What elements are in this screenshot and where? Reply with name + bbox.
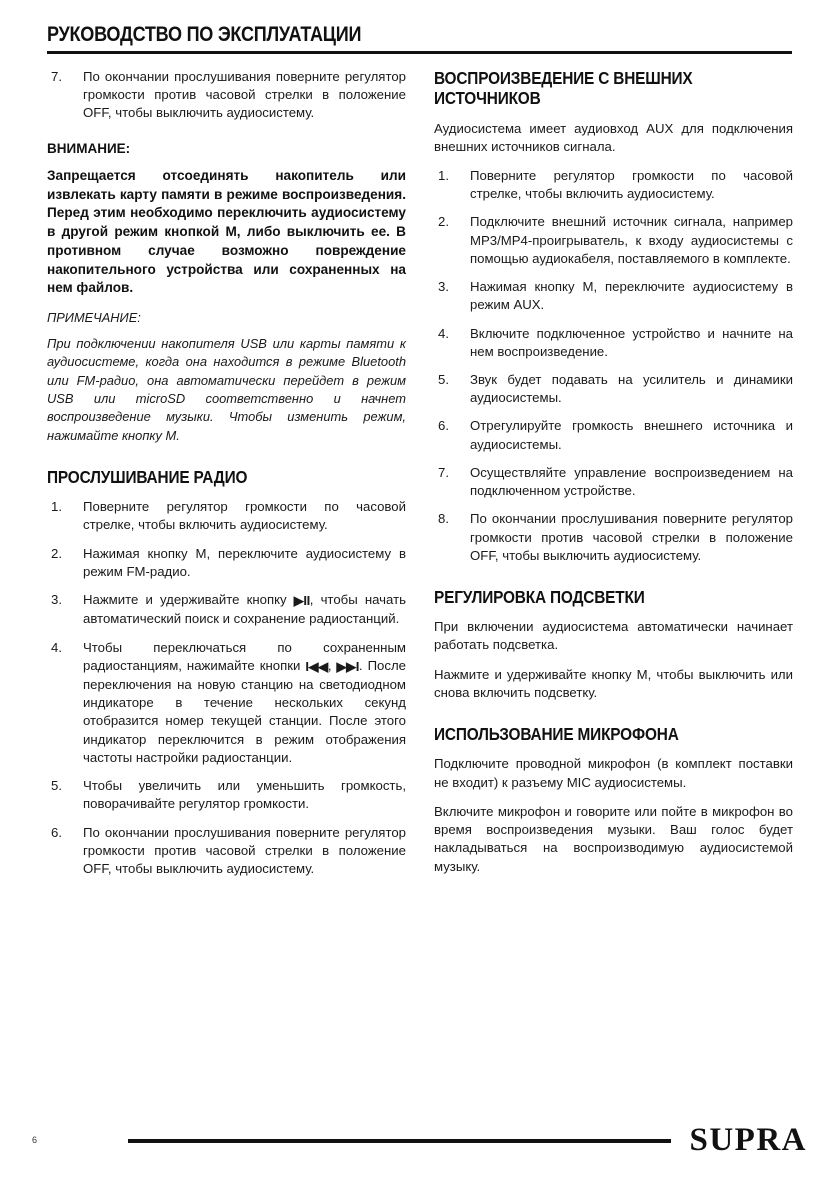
list-item bbox=[47, 639, 406, 768]
list-item-text-cont: . После переключения на новую станцию на светодиодном индикаторе в течение нескольких секунд отобразится номер текущей станции. После этого индикатор переключится в режим отображения частоты настройки радиостанции. bbox=[83, 657, 407, 765]
header-divider bbox=[47, 51, 792, 54]
list-item-text: Отрегулируйте громкость внешнего источника и аудиосистемы. bbox=[470, 418, 793, 452]
page-footer bbox=[32, 1119, 807, 1163]
backlight-paragraph-2: Нажмите и удерживайте кнопку M, чтобы выключить или снова включить подсветку. bbox=[434, 666, 793, 700]
list-item-number: 4. bbox=[438, 325, 449, 341]
list-item-number: 2. bbox=[51, 545, 62, 561]
play-pause-icon: ▶II bbox=[293, 593, 310, 609]
list-item-text: Нажимая кнопку M, переключите аудиосистему в режим FM-радио. bbox=[83, 545, 406, 579]
list-item-text: Нажимая кнопку M, переключите аудиосистему в режим AUX. bbox=[470, 279, 793, 313]
list-item-text: Нажмите и удерживайте кнопку bbox=[83, 592, 294, 608]
list-item-text: Поверните регулятор громкости по часовой стрелке, чтобы включить аудиосистему. bbox=[470, 168, 793, 202]
list-item-number: 5. bbox=[51, 778, 62, 794]
list-item-number: 6. bbox=[438, 418, 449, 434]
right-column bbox=[434, 68, 793, 878]
list-item-number: 5. bbox=[438, 372, 449, 387]
list-item-text: Поверните регулятор громкости по часовой стрелке, чтобы включить аудиосистему. bbox=[83, 499, 406, 533]
microphone-section-title: ИСПОЛЬЗОВАНИЕ МИКРОФОНА bbox=[434, 724, 679, 745]
page-number: 6 bbox=[32, 1135, 38, 1145]
list-item-text: По окончании прослушивания поверните регулятор громкости против часовой стрелки в положение OFF, чтобы выключить аудиосистему. bbox=[83, 69, 406, 121]
list-item-number: 1. bbox=[51, 499, 62, 515]
content-columns bbox=[47, 68, 792, 878]
list-item-number: 3. bbox=[51, 592, 62, 608]
list-item-number: 7. bbox=[51, 69, 62, 84]
list-item bbox=[434, 167, 793, 203]
list-item-text: По окончании прослушивания поверните регулятор громкости против часовой стрелки в положение OFF, чтобы выключить аудиосистему. bbox=[470, 511, 793, 563]
footer-divider bbox=[128, 1139, 671, 1143]
page-header bbox=[47, 24, 792, 54]
external-section-title: ВОСПРОИЗВЕДЕНИЕ С ВНЕШНИХ ИСТОЧНИКОВ bbox=[434, 68, 693, 109]
list-item bbox=[47, 824, 406, 879]
list-item bbox=[47, 777, 406, 813]
list-item-text: Подключите внешний источник сигнала, например MP3/MP4-проигрыватель, к входу аудиосистемы с помощью аудиокабеля, поставляемого в комплекте. bbox=[470, 214, 793, 266]
radio-section-title: ПРОСЛУШИВАНИЕ РАДИО bbox=[47, 466, 248, 487]
list-item-text: Чтобы переключаться по сохраненным радиостанциям, нажимайте кнопки bbox=[83, 639, 406, 673]
list-item bbox=[47, 498, 406, 534]
list-item-text: Звук будет подавать на усилитель и динамики аудиосистемы. bbox=[470, 372, 793, 406]
list-item-text: Осуществляйте управление воспроизведением на подключенном устройстве. bbox=[470, 464, 793, 499]
list-item bbox=[434, 371, 793, 407]
list-item-number: 7. bbox=[438, 464, 449, 480]
supra-logo: SUPRA bbox=[689, 1121, 807, 1158]
microphone-paragraph-1: Подключите проводной микрофон (в комплект поставки не входит) к разъему MIC аудиосистемы. bbox=[434, 756, 793, 790]
next-track-icon: ▶▶I bbox=[336, 658, 359, 674]
list-item-text: Включите подключенное устройство и начните на нем воспроизведение. bbox=[470, 325, 793, 359]
page-title: РУКОВОДСТВО ПО ЭКСПЛУАТАЦИИ bbox=[47, 23, 362, 46]
list-item-number: 6. bbox=[51, 824, 62, 840]
list-item-number: 3. bbox=[438, 279, 449, 295]
list-item-number: 4. bbox=[51, 639, 62, 655]
list-item bbox=[434, 278, 793, 314]
list-item-text: Чтобы увеличить или уменьшить громкость, поворачивайте регулятор громкости. bbox=[83, 778, 406, 812]
note-label: ПРИМЕЧАНИЕ: bbox=[47, 310, 141, 326]
list-item-text-cont: , чтобы начать автоматический поиск и сохранение радиостанций. bbox=[83, 592, 406, 627]
list-item bbox=[47, 545, 406, 581]
list-item bbox=[434, 325, 793, 361]
list-item bbox=[434, 510, 793, 565]
external-section-intro: Аудиосистема имеет аудиовход AUX для подключения внешних источников сигнала. bbox=[434, 120, 793, 154]
microphone-paragraph-2: Включите микрофон и говорите или пойте в микрофон во время воспроизведения музыки. Ваш голос будет накладываться на воспроизводимую аудиосистемой музыку. bbox=[434, 803, 793, 874]
list-item bbox=[434, 213, 793, 268]
attention-label: ВНИМАНИЕ: bbox=[47, 140, 131, 156]
list-item bbox=[47, 591, 406, 628]
list-item bbox=[434, 464, 793, 500]
radio-steps-list bbox=[47, 498, 406, 878]
left-column bbox=[47, 68, 406, 878]
list-item-text: По окончании прослушивания поверните регулятор громкости против часовой стрелки в положение OFF, чтобы выключить аудиосистему. bbox=[83, 824, 406, 876]
list-item-number: 2. bbox=[438, 214, 449, 230]
list-item bbox=[47, 68, 406, 123]
backlight-section-title: РЕГУЛИРОВКА ПОДСВЕТКИ bbox=[434, 586, 645, 607]
continued-list bbox=[47, 68, 406, 123]
list-item-number: 1. bbox=[438, 168, 449, 184]
attention-text: Запрещается отсоединять накопитель или извлекать карту памяти в режиме воспроизведения. Перед этим необходимо переключить аудиосистему в другой режим кнопкой M, либо выключить ее. В противном случае возможно повреждение накопительного устройства или сохраненных на нем файлов. bbox=[47, 167, 406, 296]
glyph-separator: , bbox=[327, 657, 337, 673]
note-text: При подключении накопителя USB или карты памяти к аудиосистеме, когда она находится в режиме Bluetooth или FM-радио, она автоматически перейдет в режим USB или microSD соответственно и начнет воспроизведение музыки. Чтобы изменить режим, нажимайте кнопку M. bbox=[47, 336, 406, 443]
external-steps-list bbox=[434, 167, 793, 565]
list-item-number: 8. bbox=[438, 511, 449, 527]
list-item bbox=[434, 417, 793, 453]
backlight-paragraph-1: При включении аудиосистема автоматически начинает работать подсветка. bbox=[434, 619, 793, 653]
previous-track-icon: I◀◀ bbox=[305, 658, 328, 674]
